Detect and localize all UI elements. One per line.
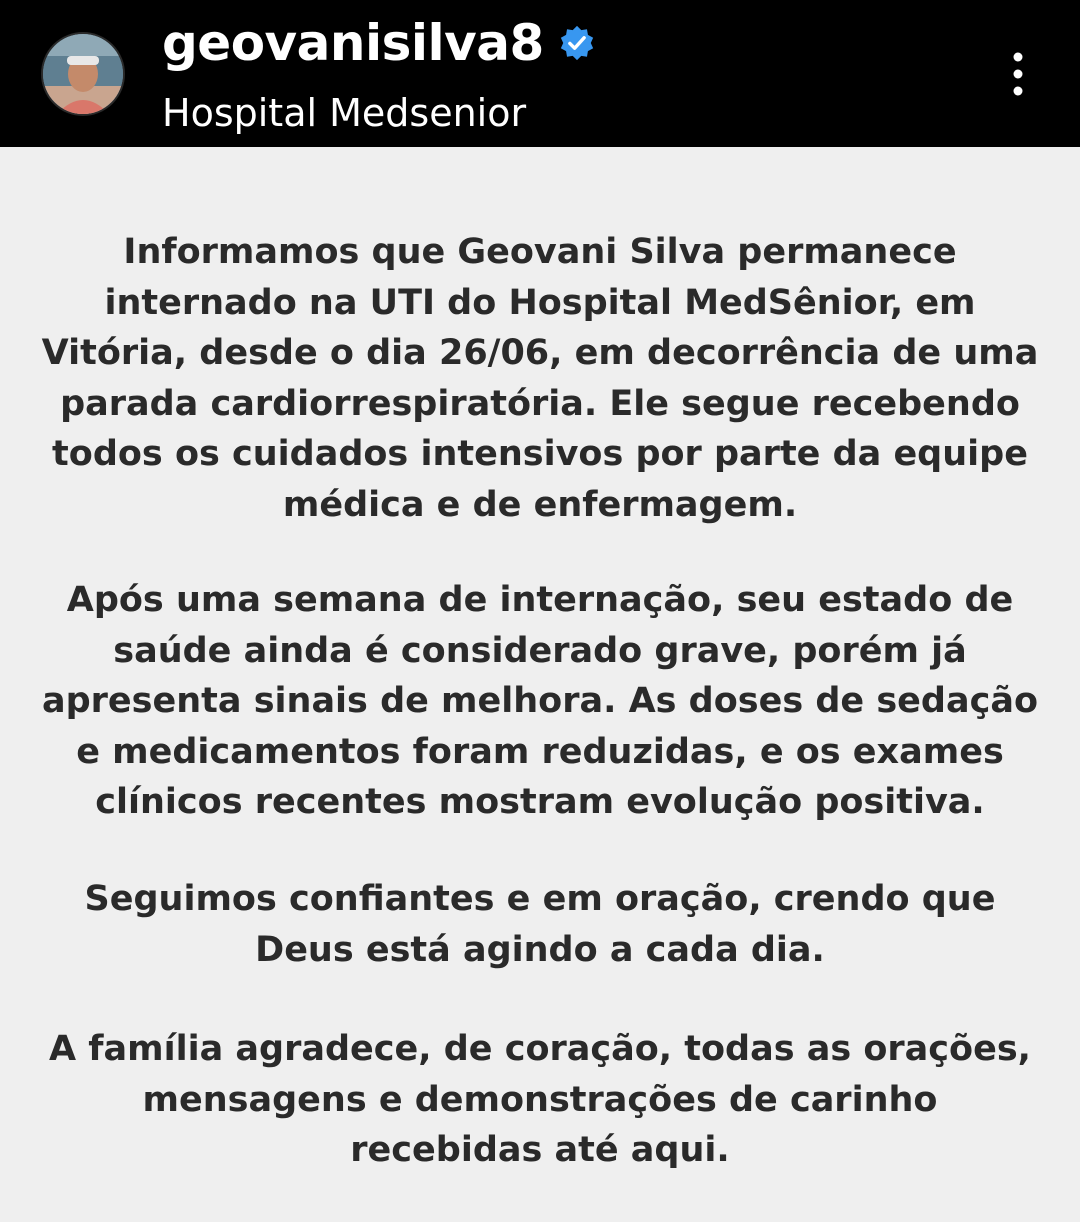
text-line: Seguimos confiantes e em oração, crendo que: [84, 879, 996, 919]
text-line: apresenta sinais de melhora. As doses de sedação: [42, 681, 1038, 721]
text-line: Após uma semana de internação, seu estado de: [66, 580, 1014, 620]
text-line: mensagens e demonstrações de carinho: [142, 1079, 938, 1120]
text-line: parada cardiorrespiratória. Ele segue recebendo: [60, 383, 1020, 424]
paragraph-faith: [0, 874, 1080, 975]
paragraph-thanks: [0, 1024, 1080, 1176]
location-label[interactable]: Hospital Medsenior: [162, 91, 527, 135]
text-line: internado na UTI do Hospital MedSênior, em: [104, 282, 976, 323]
text-line: A família agradece, de coração, todas as orações,: [49, 1029, 1031, 1069]
more-options-button[interactable]: [996, 44, 1040, 104]
text-line: Deus está agindo a cada dia.: [255, 929, 825, 970]
text-line: Informamos que Geovani Silva permanece: [123, 232, 957, 272]
post-image-text: [0, 147, 1080, 1222]
text-line: médica e de enfermagem.: [282, 484, 798, 525]
paragraph-health-update: [0, 575, 1080, 828]
text-line: recebidas até aqui.: [350, 1130, 730, 1170]
avatar[interactable]: [41, 32, 125, 116]
more-vertical-icon: [1012, 50, 1024, 98]
paragraph-hospital-status: [0, 227, 1080, 530]
text-line: e medicamentos foram reduzidas, e os exames: [76, 731, 1004, 772]
text-line: clínicos recentes mostram evolução positiva.: [95, 782, 985, 822]
post-header: [0, 0, 1080, 147]
text-line: todos os cuidados intensivos por parte da equipe: [52, 434, 1028, 474]
text-line: Vitória, desde o dia 26/06, em decorrência de uma: [41, 333, 1039, 373]
text-line: saúde ainda é considerado grave, porém já: [113, 630, 967, 671]
verified-badge-icon: [558, 24, 596, 62]
username[interactable]: geovanisilva8: [162, 14, 544, 72]
